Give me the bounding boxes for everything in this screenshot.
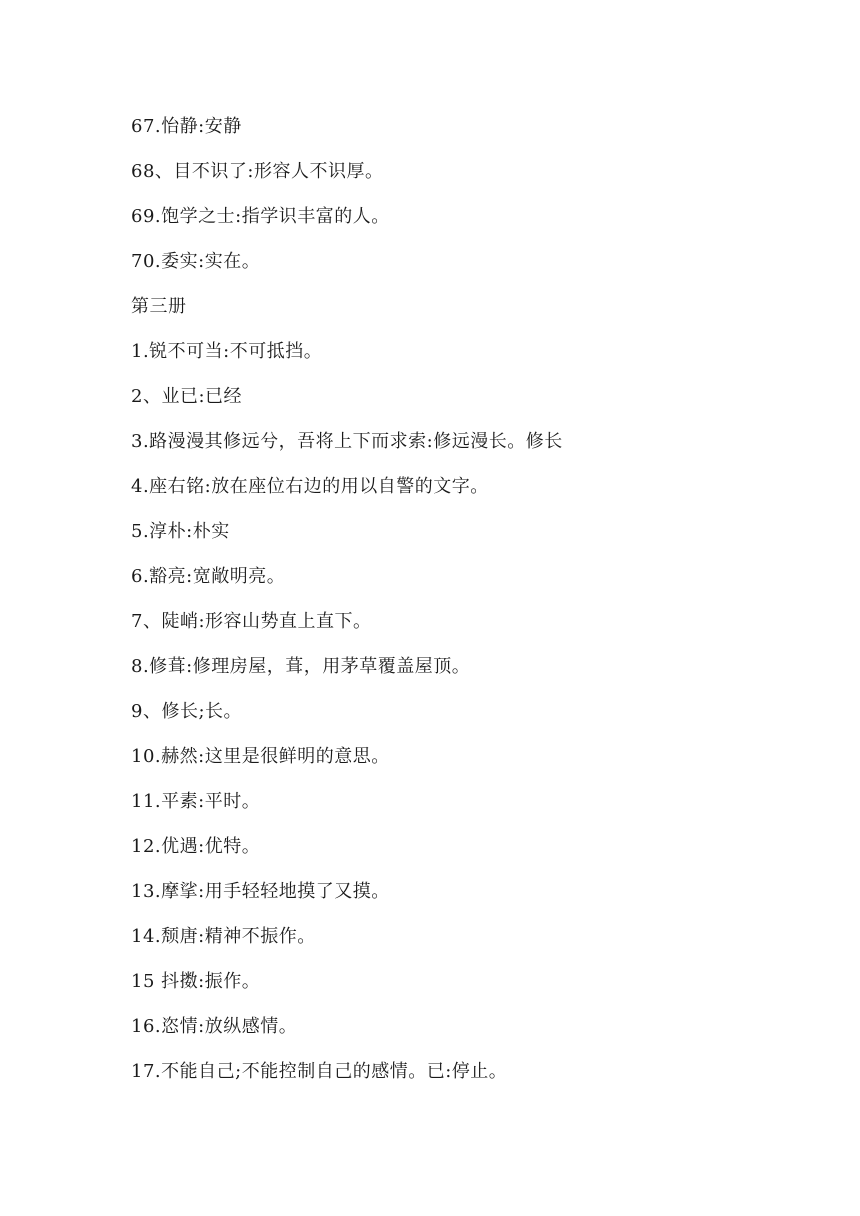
text-line-11: 11.平素:平时。 [131,791,261,812]
text-line-3: 3.路漫漫其修远兮，吾将上下而求索:修远漫长。修长 [131,431,563,452]
text-line-8: 8.修葺:修理房屋，葺，用茅草覆盖屋顶。 [131,656,471,677]
text-line-68: 68、目不识了:形容人不识厚。 [131,161,384,182]
text-lines [131,112,831,1102]
section-heading: 第三册 [131,296,187,317]
text-line-17: 17.不能自己;不能控制自己的感情。已:停止。 [131,1061,508,1082]
text-line-9: 9、修长;长。 [131,701,243,722]
text-line-10: 10.赫然:这里是很鲜明的意思。 [131,746,390,767]
text-line-6: 6.豁亮:宽敞明亮。 [131,566,286,587]
text-line-13: 13.摩挲:用手轻轻地摸了又摸。 [131,881,390,902]
text-line-12: 12.优遇:优特。 [131,836,261,857]
text-line-5: 5.淳朴:朴实 [131,521,230,542]
text-line-4: 4.座右铭:放在座位右边的用以自警的文字。 [131,476,489,497]
text-line-69: 69.饱学之士:指学识丰富的人。 [131,206,390,227]
text-line-15: 15 抖擞:振作。 [131,971,261,992]
text-line-67: 67.怡静:安静 [131,116,242,137]
text-line-7: 7、陡峭:形容山势直上直下。 [131,611,372,632]
text-line-14: 14.颓唐:精神不振作。 [131,926,316,947]
text-line-2: 2、业已:已经 [131,386,243,407]
text-line-1: 1.锐不可当:不可抵挡。 [131,341,323,362]
text-line-70: 70.委实:实在。 [131,251,261,272]
text-line-16: 16.恣情:放纵感情。 [131,1016,298,1037]
